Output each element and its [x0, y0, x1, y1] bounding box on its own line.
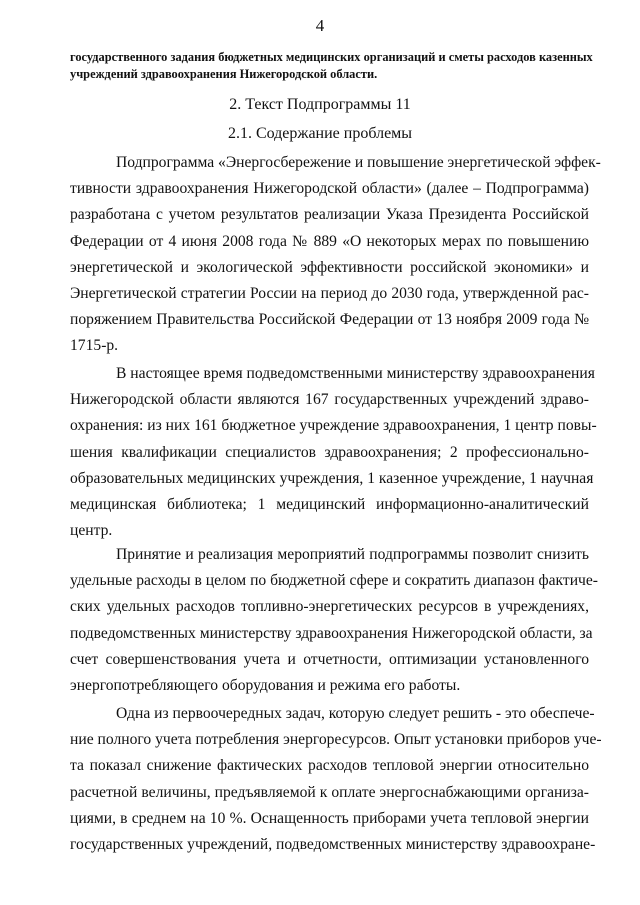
text-line: разработана с учетом результатов реализации Указа Президента Российской	[70, 206, 589, 224]
text-line: удельные расходы в целом по бюджетной сфере и сократить диапазон фактиче-	[70, 572, 599, 590]
text-line: центр.	[70, 522, 113, 540]
text-line: Принятие и реализация мероприятий подпрограммы позволит снизить	[116, 546, 589, 563]
paragraph-4	[70, 701, 602, 858]
text-line: Энергетической стратегии России на период до 2030 года, утвержденной рас-	[70, 285, 589, 303]
text-line: шения квалификации специалистов здравоохранения; 2 профессионально-	[70, 443, 589, 461]
text-line: 1715-р.	[70, 337, 119, 355]
text-line: Одна из первоочередных задач, которую следует решить - это обеспече-	[116, 705, 595, 722]
text-line: подведомственных министерству здравоохранения Нижегородской области, за	[70, 624, 593, 642]
text-line: циями, в среднем на 10 %. Оснащенность приборами учета тепловой энергии	[70, 809, 589, 827]
text-line: счет совершенствования учета и отчетности, оптимизации установленного	[70, 650, 589, 668]
paragraph-2	[70, 361, 597, 544]
text-line: Федерации от 4 июня 2008 года № 889 «О некоторых мерах по повышению	[70, 232, 589, 250]
text-line: энергетической и экологической эффективности российской экономики» и	[70, 258, 589, 276]
page-number: 4	[315, 16, 325, 35]
text-line: образовательных медицинских учреждения, 1 казенное учреждение, 1 научная	[70, 469, 594, 487]
carryover-text	[70, 49, 593, 83]
text-line: тивности здравоохранения Нижегородской области» (далее – Подпрограмма)	[70, 180, 589, 198]
text-line: Нижегородской области являются 167 государственных учреждений здраво-	[70, 391, 589, 409]
paragraph-3	[70, 542, 599, 699]
text-line: ских удельных расходов топливно-энергетических ресурсов в учреждениях,	[70, 598, 589, 616]
text-line: Подпрограмма «Энергосбережение и повышение энергетической эффек-	[116, 154, 601, 171]
section-subheading: 2.1. Содержание проблемы	[227, 125, 413, 142]
paragraph-1	[70, 150, 601, 360]
text-line: учреждений здравоохранения Нижегородской области.	[70, 67, 378, 81]
text-line: В настоящее время подведомственными министерству здравоохранения	[116, 365, 595, 382]
text-line: та показал снижение фактических расходов тепловой энергии относительно	[70, 757, 589, 775]
text-line: ние полного учета потребления энергоресурсов. Опыт установки приборов уче-	[70, 731, 602, 749]
text-line: расчетной величины, предъявляемой к оплате энергоснабжающими организа-	[70, 783, 589, 801]
section-heading: 2. Текст Подпрограммы 11	[229, 96, 411, 113]
text-line: поряжением Правительства Российской Федерации от 13 ноября 2009 года №	[70, 311, 589, 329]
text-line: государственного задания бюджетных медицинских организаций и сметы расходов казенных	[70, 50, 593, 64]
text-line: медицинская библиотека; 1 медицинский информационно-аналитический	[70, 496, 589, 514]
text-line: государственных учреждений, подведомственных министерству здравоохране-	[70, 836, 596, 854]
text-line: охранения: из них 161 бюджетное учреждение здравоохранения, 1 центр повы-	[70, 417, 597, 435]
text-line: энергопотребляющего оборудования и режима его работы.	[70, 677, 461, 695]
